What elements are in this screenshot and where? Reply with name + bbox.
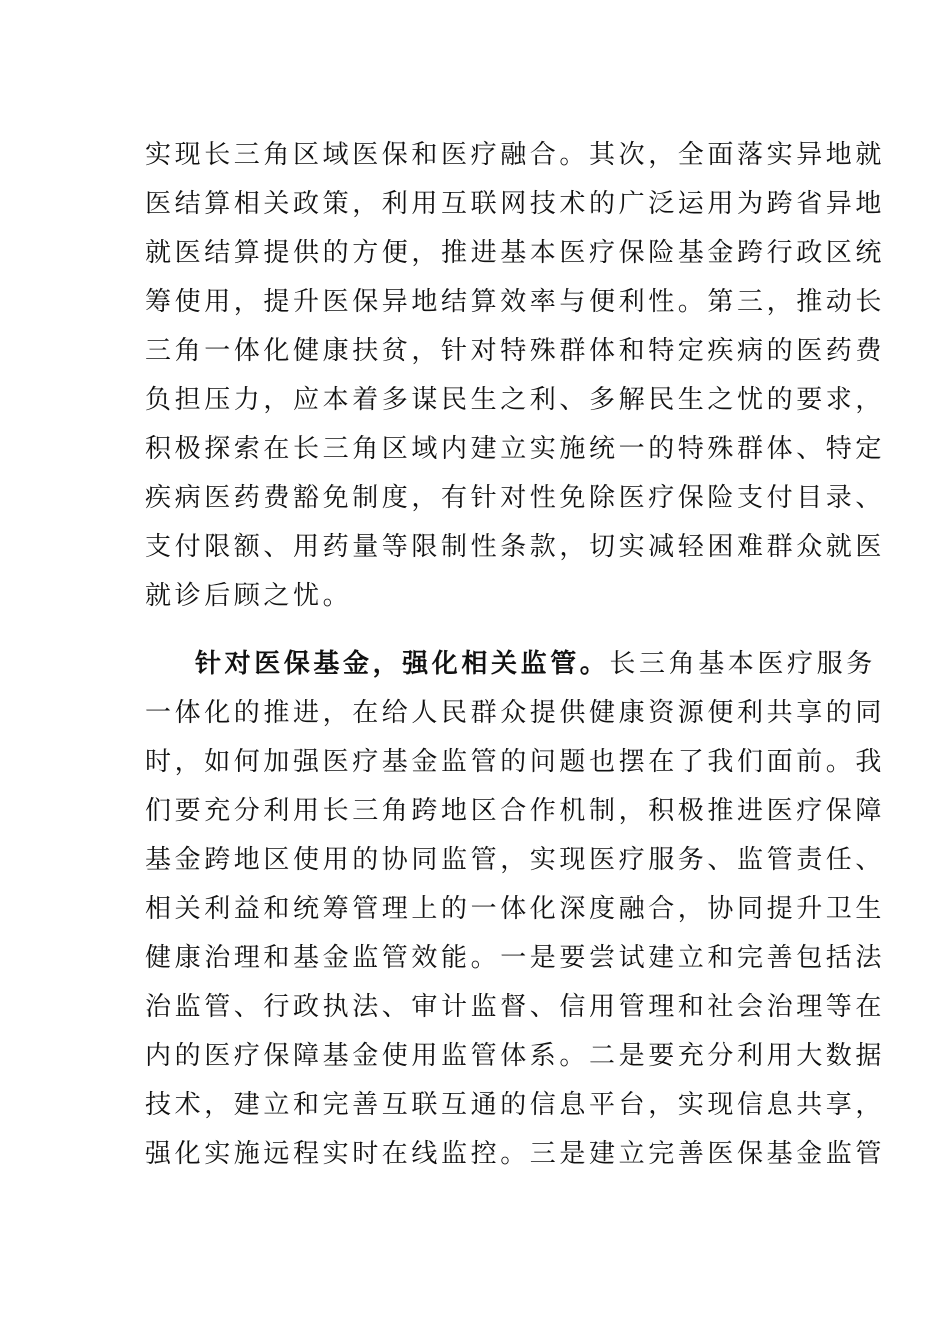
text-line: 实现长三角区域医保和医疗融合。其次，全面落实异地就 xyxy=(145,140,886,170)
text-line: 就诊后顾之忧。 xyxy=(145,581,353,611)
text-line: 时，如何加强医疗基金监管的问题也摆在了我们面前。我 xyxy=(145,747,886,777)
paragraph-medical-insurance-integration xyxy=(145,131,886,621)
text-line: 就医结算提供的方便，推进基本医疗保险基金跨行政区统 xyxy=(145,238,886,268)
text-line: 强化实施远程实时在线监控。三是建立完善医保基金监管 xyxy=(145,1139,886,1169)
paragraph-heading: 针对医保基金，强化相关监管。 xyxy=(195,649,610,679)
text-line: 技术，建立和完善互联互通的信息平台，实现信息共享， xyxy=(145,1090,886,1120)
text-line: 一体化的推进，在给人民群众提供健康资源便利共享的同 xyxy=(145,698,886,728)
text-line: 负担压力，应本着多谋民生之利、多解民生之忧的要求， xyxy=(145,385,886,415)
first-line-text: 长三角基本医疗服务 xyxy=(609,649,876,679)
text-line: 支付限额、用药量等限制性条款，切实减轻困难群众就医 xyxy=(145,532,886,562)
text-line: 内的医疗保障基金使用监管体系。二是要充分利用大数据 xyxy=(145,1041,886,1071)
first-line xyxy=(145,640,876,689)
text-line: 疾病医药费豁免制度，有针对性免除医疗保险支付目录、 xyxy=(145,483,886,513)
text-line: 积极探索在长三角区域内建立实施统一的特殊群体、特定 xyxy=(145,434,886,464)
text-line: 治监管、行政执法、审计监督、信用管理和社会治理等在 xyxy=(145,992,886,1022)
text-line: 医结算相关政策，利用互联网技术的广泛运用为跨省异地 xyxy=(145,189,886,219)
text-line: 健康治理和基金监管效能。一是要尝试建立和完善包括法 xyxy=(145,943,886,973)
text-line: 三角一体化健康扶贫，针对特殊群体和特定疾病的医药费 xyxy=(145,336,886,366)
text-line: 筹使用，提升医保异地结算效率与便利性。第三，推动长 xyxy=(145,287,886,317)
paragraph-fund-supervision xyxy=(145,640,886,1179)
text-line: 相关利益和统筹管理上的一体化深度融合，协同提升卫生 xyxy=(145,894,886,924)
text-line: 基金跨地区使用的协同监管，实现医疗服务、监管责任、 xyxy=(145,845,886,875)
text-line: 们要充分利用长三角跨地区合作机制，积极推进医疗保障 xyxy=(145,796,886,826)
